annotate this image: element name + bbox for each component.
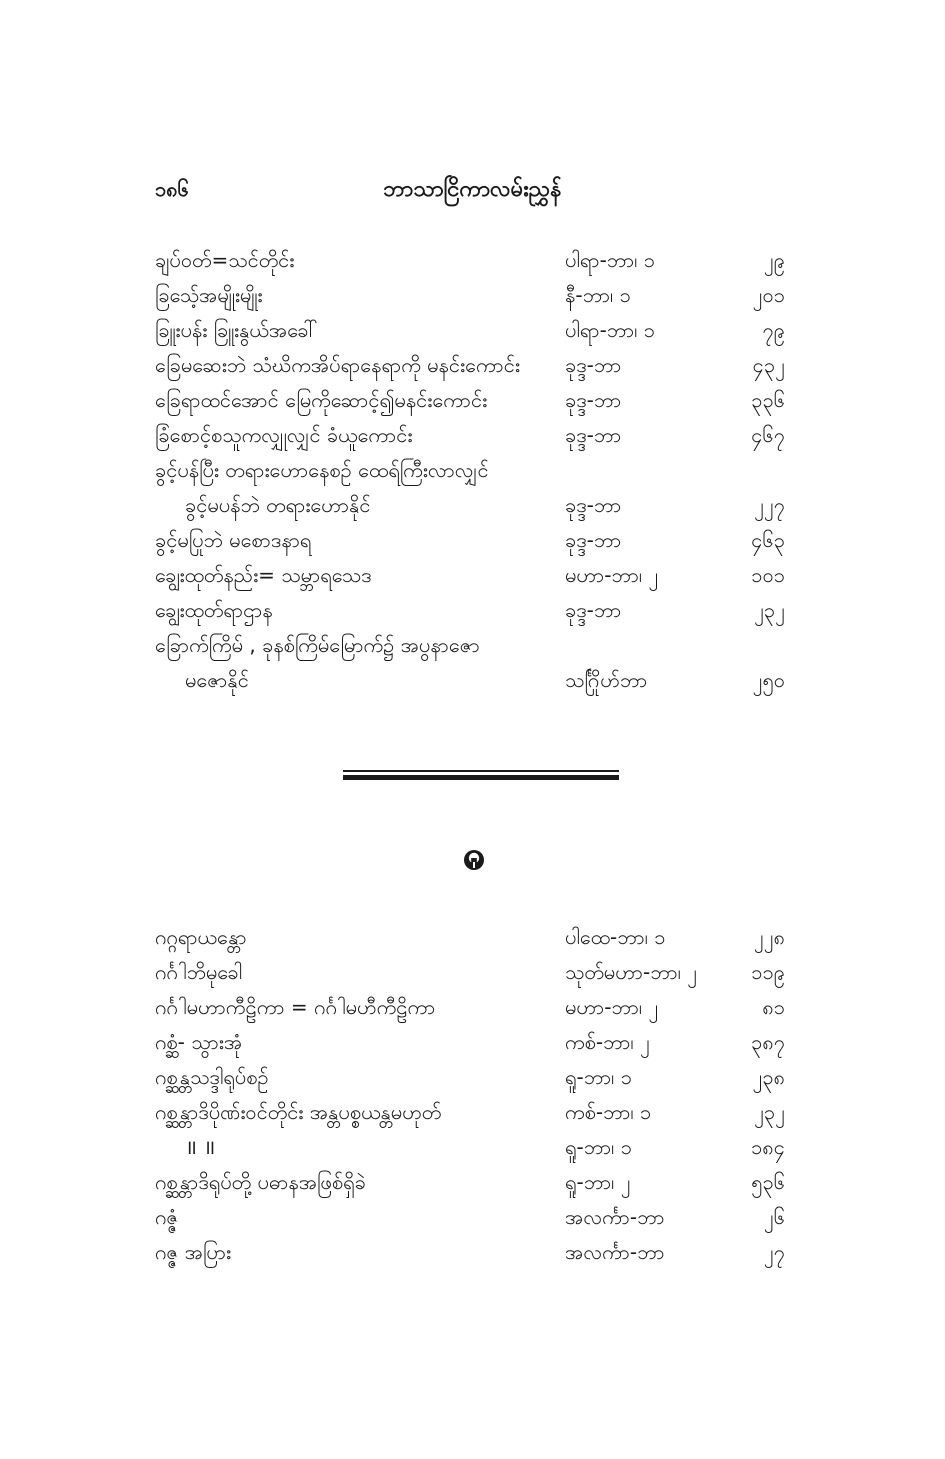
entry-term: မဇောနိုင် <box>185 668 249 692</box>
entry-term: ခြေမဆေးဘဲ သံဃိကအိပ်ရာနေရာကို မနင်းကောင်း <box>155 353 520 377</box>
entry-page-number: ၂၉ <box>763 248 785 272</box>
entry-source: သုတ်မဟာ-ဘာ၊ ၂ <box>565 960 698 984</box>
entry-term: ခွင့်ပန်ပြီး တရားဟောနေစဉ် ထေရ်ကြီးလာလျှင် <box>155 458 489 482</box>
index-entry <box>155 523 785 558</box>
entry-term: ဂစ္ဆန္တသဒ္ဒါရုပ်စဉ် <box>155 1065 269 1089</box>
entry-source: အလင်္ကာ-ဘာ <box>565 1205 665 1229</box>
section-letter-ga-icon <box>463 849 485 871</box>
entry-source: ရူ-ဘာ၊ ၂ <box>565 1170 631 1194</box>
entry-term: ခွင့်မပြုဘဲ မစောဒနာရ <box>155 528 312 552</box>
entry-source: မဟာ-ဘာ၊ ၂ <box>565 563 659 587</box>
entry-page-number: ၃၃၆ <box>751 388 785 412</box>
entry-source: သင်္ဂြိုဟ်ဘာ <box>565 668 648 692</box>
entry-source: မဟာ-ဘာ၊ ၂ <box>565 995 659 1019</box>
section-divider-thin-rule <box>343 770 619 772</box>
entry-page-number: ၂၃၂ <box>754 598 785 622</box>
index-entry <box>155 278 785 313</box>
entry-source: ခုဒ္ဒ-ဘာ <box>565 353 622 377</box>
index-entry <box>155 1200 785 1235</box>
entry-term: ချွေးထုတ်နည်း= သမ္ဘာရသေဒ <box>155 563 372 587</box>
entry-term: ဂစ္ဆန္တာဒိရုပ်တို့ ပဓာနအဖြစ်ရှိခဲ <box>155 1170 366 1194</box>
entry-term: ဂဇ္ဇ အပြား <box>155 1240 232 1264</box>
index-entry <box>155 243 785 278</box>
entry-term: ချွေးထုတ်ရာဌာန <box>155 598 273 622</box>
entry-page-number: ၂၂၈ <box>753 925 785 949</box>
entry-page-number: ၇၉ <box>762 318 785 342</box>
entry-list-bottom <box>155 920 785 1270</box>
entry-page-number: ၄၆၇ <box>751 423 785 447</box>
entry-source: အလင်္ကာ-ဘာ <box>565 1240 665 1264</box>
entry-term: ချပ်ဝတ်=သင်တိုင်း <box>155 248 295 272</box>
entry-page-number: ၂၅၀ <box>752 668 785 692</box>
entry-page-number: ၈၁ <box>762 995 785 1019</box>
entry-source: နီ-ဘာ၊ ၁ <box>565 283 631 307</box>
index-entry <box>155 383 785 418</box>
running-title: ဘာသာငြိကာလမ်းညွှန် <box>383 177 562 202</box>
entry-source: ခုဒ္ဒ-ဘာ <box>565 598 622 622</box>
index-entry <box>155 418 785 453</box>
index-entry <box>155 593 785 628</box>
entry-source: ခုဒ္ဒ-ဘာ <box>565 528 622 552</box>
entry-page-number: ၁၁၉ <box>751 960 785 984</box>
index-entry <box>155 920 785 955</box>
index-entry <box>155 990 785 1025</box>
entry-page-number: ၄၆၃ <box>751 528 785 552</box>
entry-page-number: ၂၃၈ <box>752 1065 785 1089</box>
entry-page-number: ၂၆ <box>763 1205 785 1229</box>
entry-source: ခုဒ္ဒ-ဘာ <box>565 493 622 517</box>
entry-term: ဂစ္ဆံ- သွားအုံ <box>155 1030 243 1054</box>
entry-term: ခြံစောင့်စသူကလျှုလျှင် ခံယူကောင်း <box>155 423 413 447</box>
entry-source: ရူ-ဘာ၊ ၁ <box>565 1065 632 1089</box>
index-entry <box>155 313 785 348</box>
entry-source: ပါရာ-ဘာ၊ ၁ <box>565 248 656 272</box>
entry-page-number: ၂၂၇ <box>754 493 785 517</box>
index-entry <box>155 1025 785 1060</box>
entry-source: ကစ်-ဘာ၊ ၂ <box>565 1030 650 1054</box>
entry-term: ခြေရာထင်အောင် မြေကိုဆောင့်၍မနင်းကောင်း <box>155 388 488 412</box>
index-entry <box>155 558 785 593</box>
entry-page-number: ၂၃၂ <box>754 1100 785 1124</box>
entry-term: ॥ ॥ <box>185 1135 216 1159</box>
entry-page-number: ၁၀၁ <box>751 563 785 587</box>
entry-term: ဂဂ္ဂရာယန္တော <box>155 925 247 949</box>
index-entry <box>155 1095 785 1130</box>
entry-term: ဂင်္ဂါဘိမုခေါ <box>155 960 243 984</box>
index-entry <box>155 1060 785 1095</box>
entry-term: ခြောက်ကြိမ် , ခုနစ်ကြိမ်မြောက်၌ အပွနာဇော <box>155 633 480 657</box>
entry-source: ပါထေ-ဘာ၊ ၁ <box>565 925 666 949</box>
entry-page-number: ၄၃၂ <box>752 353 785 377</box>
entry-term: ခွင့်မပန်ဘဲ တရားဟောနိုင် <box>185 493 371 517</box>
index-entry <box>155 1165 785 1200</box>
page-number: ၁၈၆ <box>155 177 189 201</box>
entry-term: ခြသေ့်အမျိုးမျိုး <box>155 283 263 307</box>
entry-page-number: ၃၈၇ <box>751 1030 785 1054</box>
entry-source: ပါရာ-ဘာ၊ ၁ <box>565 318 656 342</box>
entry-page-number: ၂၇ <box>763 1240 785 1264</box>
entry-source: ခုဒ္ဒ-ဘာ <box>565 423 622 447</box>
entry-page-number: ၂၀၁ <box>752 283 785 307</box>
entry-page-number: ၁၈၄ <box>751 1135 785 1159</box>
entry-source: ရူ-ဘာ၊ ၁ <box>565 1135 632 1159</box>
entry-term: ခြူးပန်း ခြူးနွယ်အခေါ် <box>155 318 318 342</box>
entry-list-top <box>155 243 785 698</box>
index-entry <box>155 453 785 488</box>
entry-page-number: ၅၃၆ <box>751 1170 785 1194</box>
index-entry <box>155 348 785 383</box>
index-entry <box>155 1235 785 1270</box>
index-entry <box>155 955 785 990</box>
index-entry <box>155 488 785 523</box>
entry-term: ဂဇ္ဇံ <box>155 1205 179 1229</box>
index-entry <box>155 1130 785 1165</box>
entry-source: ခုဒ္ဒ-ဘာ <box>565 388 622 412</box>
entry-term: ဂစ္ဆန္တာဒိပိုဏ်းဝင်တိုင်း အန္တပစ္စယန္တမဟုတ် <box>155 1100 442 1124</box>
entry-term: ဂင်္ဂါမဟာကီဠိကာ = ဂင်္ဂါမဟီကီဠိကာ <box>155 995 436 1019</box>
index-entry <box>155 628 785 663</box>
entry-source: ကစ်-ဘာ၊ ၁ <box>565 1100 652 1124</box>
section-divider-thick-rule <box>343 775 619 780</box>
index-entry <box>155 663 785 698</box>
